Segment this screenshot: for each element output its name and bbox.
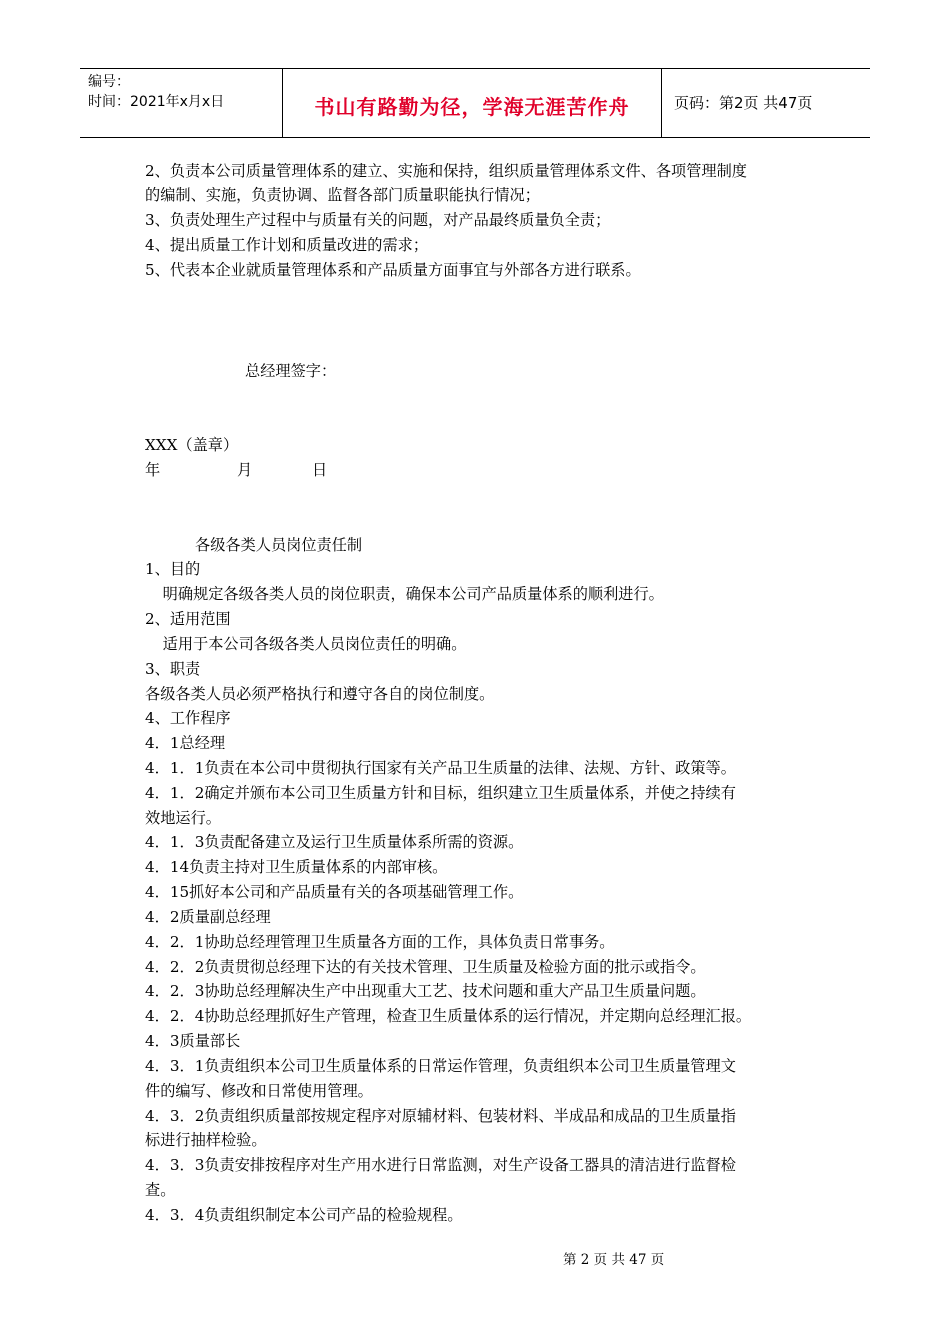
document-date-label: 时间：2021年x月x日 bbox=[88, 94, 225, 110]
body-line: 效地运行。 bbox=[145, 809, 221, 827]
seal-label: XXX（盖章） bbox=[145, 436, 239, 454]
duty-line: 的编制、实施，负责协调、监督各部门质量职能执行情况； bbox=[145, 186, 540, 204]
signature-label: 总经理签字： bbox=[245, 362, 337, 380]
body-line: 适用于本公司各级各类人员岗位责任的明确。 bbox=[153, 635, 467, 653]
page-footer: 第 2 页 共 47 页 bbox=[563, 1252, 665, 1268]
body-line: 4．3质量部长 bbox=[145, 1032, 241, 1050]
body-line: 4．1．1负责在本公司中贯彻执行国家有关产品卫生质量的法律、法规、方针、政策等。 bbox=[145, 759, 736, 777]
header-page-cell bbox=[662, 69, 870, 137]
section-title: 各级各类人员岗位责任制 bbox=[195, 536, 363, 554]
body-line: 2、适用范围 bbox=[145, 610, 231, 628]
body-line: 4．3．2负责组织质量部按规定程序对原辅材料、包装材料、半成品和成品的卫生质量指 bbox=[145, 1107, 736, 1125]
duty-line: 3、负责处理生产过程中与质量有关的问题，对产品最终质量负全责； bbox=[145, 211, 611, 229]
body-line: 4、工作程序 bbox=[145, 709, 231, 727]
page-header bbox=[80, 68, 870, 138]
header-page-number: 页码：第2页 共47页 bbox=[674, 94, 813, 112]
body-line: 4．3．3负责安排按程序对生产用水进行日常监测，对生产设备工器具的清洁进行监督检 bbox=[145, 1156, 736, 1174]
duty-line: 4、提出质量工作计划和质量改进的需求； bbox=[145, 236, 429, 254]
body-line: 件的编写、修改和日常使用管理。 bbox=[145, 1082, 373, 1100]
body-line: 4．2．4协助总经理抓好生产管理，检查卫生质量体系的运行情况，并定期向总经理汇报。 bbox=[145, 1007, 752, 1025]
body-line: 4．15抓好本公司和产品质量有关的各项基础管理工作。 bbox=[145, 883, 524, 901]
body-line: 4．2．2负责贯彻总经理下达的有关技术管理、卫生质量及检验方面的批示或指令。 bbox=[145, 958, 706, 976]
body-line: 4．2．3协助总经理解决生产中出现重大工艺、技术问题和重大产品卫生质量问题。 bbox=[145, 982, 706, 1000]
body-line: 4．3．4负责组织制定本公司产品的检验规程。 bbox=[145, 1206, 463, 1224]
body-line: 查。 bbox=[145, 1181, 176, 1199]
body-line: 3、职责 bbox=[145, 660, 201, 678]
body-line: 标进行抽样检验。 bbox=[145, 1131, 267, 1149]
body-line: 明确规定各级各类人员的岗位职责，确保本公司产品质量体系的顺利进行。 bbox=[153, 585, 664, 603]
header-info-cell bbox=[80, 69, 283, 137]
header-motto: 书山有路勤为径，学海无涯苦作舟 bbox=[314, 95, 630, 119]
body-line: 4．2．1协助总经理管理卫生质量各方面的工作，具体负责日常事务。 bbox=[145, 933, 615, 951]
body-line: 4．1．2确定并颁布本公司卫生质量方针和目标，组织建立卫生质量体系，并使之持续有 bbox=[145, 784, 736, 802]
body-line: 4．3．1负责组织本公司卫生质量体系的日常运作管理，负责组织本公司卫生质量管理文 bbox=[145, 1057, 736, 1075]
header-motto-cell bbox=[283, 69, 662, 137]
duty-line: 5、代表本企业就质量管理体系和产品质量方面事宜与外部各方进行联系。 bbox=[145, 261, 641, 279]
date-year: 年 bbox=[145, 461, 161, 479]
body-line: 4．14负责主持对卫生质量体系的内部审核。 bbox=[145, 858, 448, 876]
body-line: 4．2质量副总经理 bbox=[145, 908, 271, 926]
body-line: 4．1．3负责配备建立及运行卫生质量体系所需的资源。 bbox=[145, 833, 524, 851]
body-line: 1、目的 bbox=[145, 560, 201, 578]
date-month: 月 bbox=[237, 461, 253, 479]
body-line: 4．1总经理 bbox=[145, 734, 226, 752]
body-line: 各级各类人员必须严格执行和遵守各自的岗位制度。 bbox=[145, 685, 495, 703]
date-day: 日 bbox=[312, 461, 328, 479]
document-number-label: 编号： bbox=[88, 74, 130, 90]
duty-line: 2、负责本公司质量管理体系的建立、实施和保持，组织质量管理体系文件、各项管理制度 bbox=[145, 162, 747, 180]
